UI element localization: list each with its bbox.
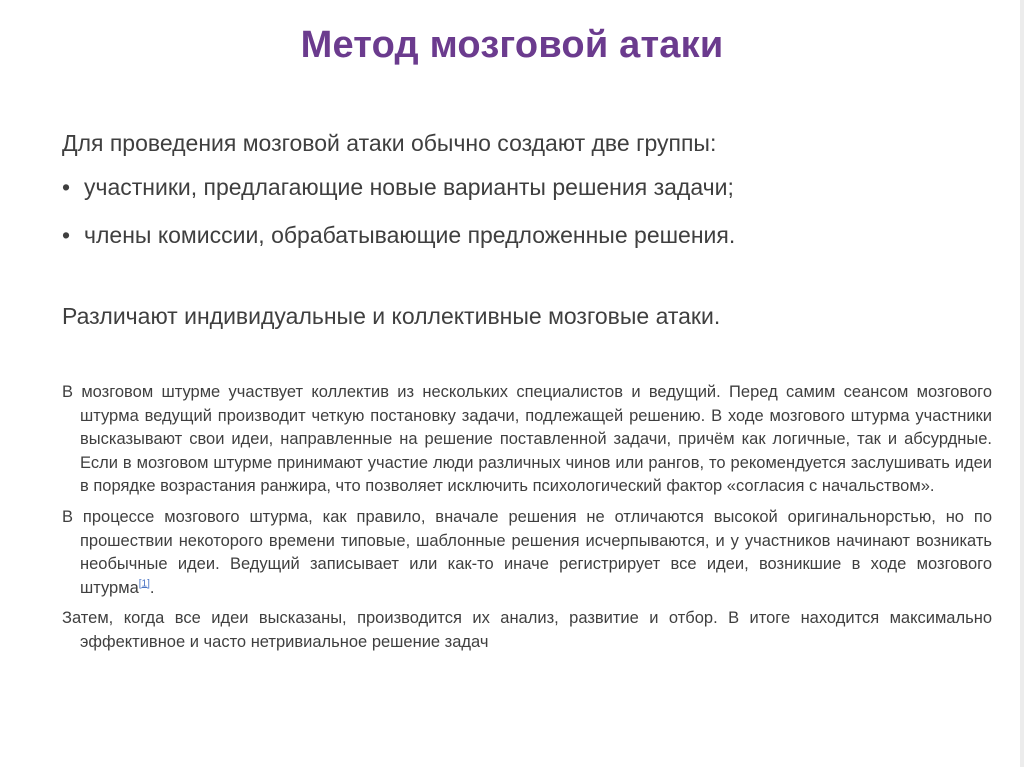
intro-text: Для проведения мозговой атаки обычно создают две группы: xyxy=(62,130,717,156)
group-list xyxy=(62,172,962,268)
paragraph-text: В процессе мозгового штурма, как правило, вначале решения не отличаются высокой оригинальнорстью, но по прошествии некоторого времени типовые, шаблонные решения исчерпываются, и у участников начинают возникать необычные идеи. Ведущий записывает или как-то иначе регистрирует все идеи, возникшие в ходе мозгового штурма xyxy=(62,507,992,597)
description-block xyxy=(62,381,992,662)
bullet-icon: • xyxy=(62,222,71,248)
paragraph xyxy=(62,607,992,654)
bullet-icon: • xyxy=(62,174,71,200)
paragraph-text: В мозговом штурме участвует коллектив из нескольких специалистов и ведущий. Перед самим сеансом мозгового штурма ведущий производит четкую постановку задачи, подлежащей решению. В ходе мозгового штурма участники высказывают свои идеи, направленные на решение поставленной задачи, причём как логичные, так и абсурдные. Если в мозговом штурме принимают участие люди различных чинов или рангов, то рекомендуется заслушивать идеи в порядке возрастания ранжира, что позволяет исключить психологический фактор «согласия с начальством». xyxy=(62,383,992,496)
footnote-link[interactable]: [1] xyxy=(138,578,150,590)
paragraph xyxy=(62,381,992,499)
paragraph-text: Затем, когда все идеи высказаны, производится их анализ, развитие и отбор. В итоге находится максимально эффективное и часто нетривиальное решение задач xyxy=(62,609,992,651)
list-item-text: члены комиссии, обрабатывающие предложенные решения. xyxy=(84,222,736,248)
paragraph-tail: . xyxy=(149,578,155,597)
list-item-text: участники, предлагающие новые варианты решения задачи; xyxy=(84,174,734,200)
list-item xyxy=(62,220,962,268)
list-item xyxy=(62,172,962,220)
slide-title: Метод мозговой атаки xyxy=(300,24,724,66)
paragraph xyxy=(62,506,992,600)
slide-edge xyxy=(1020,0,1024,767)
attack-types-text: Различают индивидуальные и коллективные мозговые атаки. xyxy=(62,303,721,329)
